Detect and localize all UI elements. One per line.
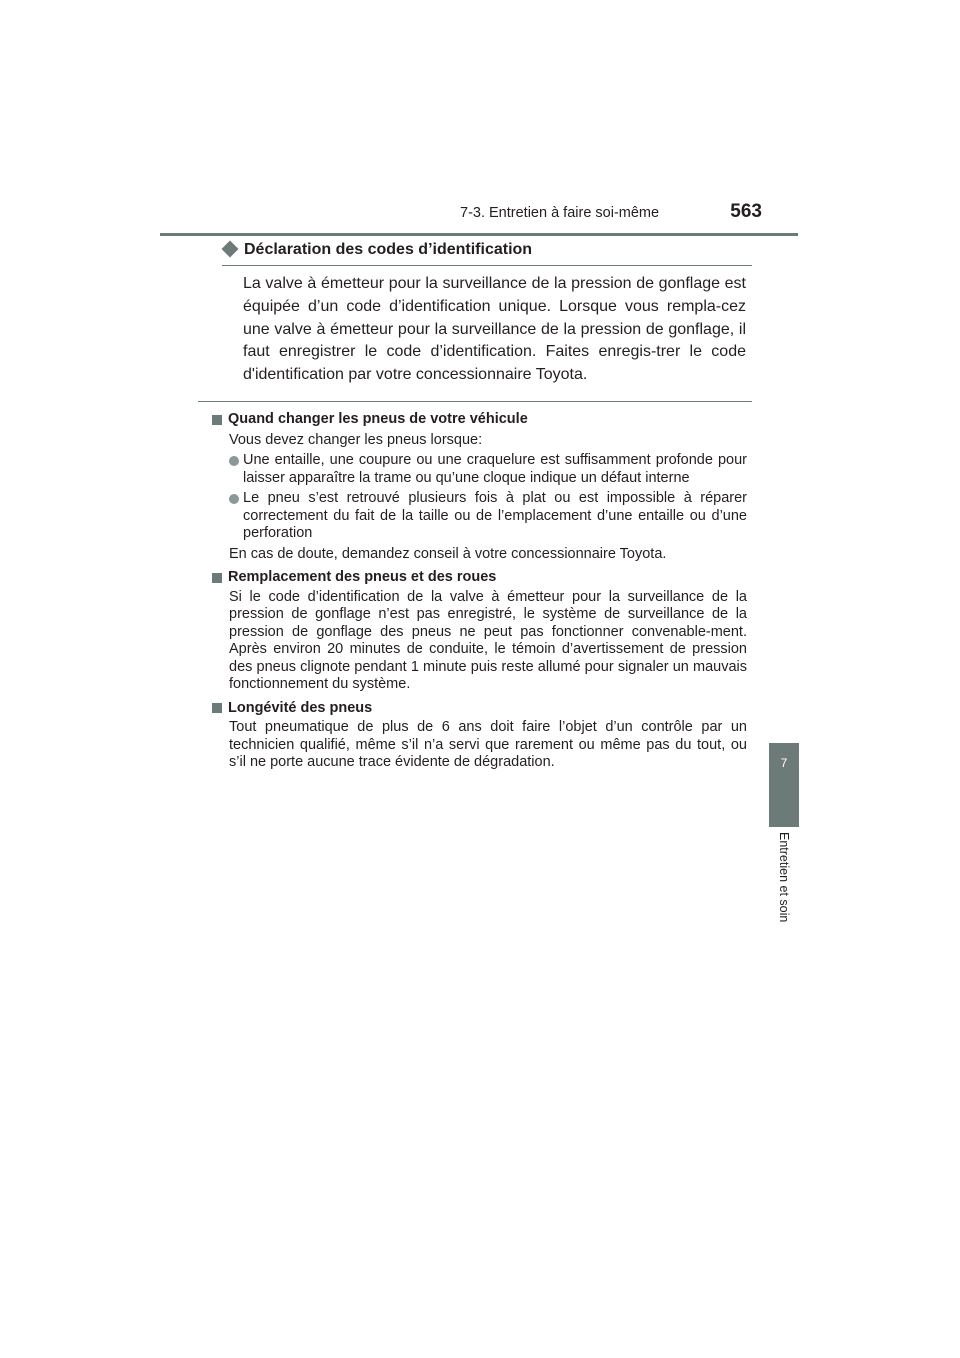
circle-bullet-icon [229, 494, 239, 504]
list-item [229, 490, 747, 543]
chapter-number: 7 [780, 756, 788, 770]
note-tire-longevity [209, 700, 747, 772]
info-box-body: La valve à émetteur pour la surveillance de la pression de gonflage est équipée d’un code d’identification unique. Lorsque vous rempla-cez une valve à émetteur pour la surveillance de la pression de gonflage, il faut enregistrer le code d’identification. Faites enregis-trer le code d'identification par votre concessionnaire Toyota. [243, 275, 746, 384]
note-body: Tout pneumatique de plus de 6 ans doit faire l’objet d’un contrôle par un technicien qualifié, même s’il n’a servi que rarement ou même pas du tout, ou s’il ne porte aucune trace évidente de dégradation. [229, 719, 747, 770]
info-box-heading [222, 241, 752, 259]
square-bullet-icon [212, 415, 222, 425]
info-box-bottom-rule [198, 401, 752, 402]
note-title: Remplacement des pneus et des roues [228, 569, 497, 585]
note-heading [209, 569, 747, 587]
info-box-heading-rule [222, 265, 752, 266]
section-title: 7-3. Entretien à faire soi-même [460, 205, 660, 221]
chapter-tab [769, 743, 799, 827]
page-number: 563 [730, 201, 762, 222]
circle-bullet-icon [229, 456, 239, 466]
list-item [229, 452, 747, 487]
square-bullet-icon [212, 703, 222, 713]
chapter-label: Entretien et soin [777, 832, 791, 923]
note-replacement [209, 569, 747, 694]
note-intro: Vous devez changer les pneus lorsque: [229, 431, 483, 448]
notes-section [209, 411, 747, 778]
header-rule [160, 233, 798, 236]
note-heading [209, 411, 747, 429]
note-body: Si le code d’identification de la valve à émetteur pour la surveillance de la pression de gonflage n’est pas enregistré, le système de surveillance de la pression de gonflage des pneus ne peut pas fonctionner convenable-ment. Après environ 20 minutes de conduite, le témoin d’avertissement de pression des pneus clignote pendant 1 minute puis reste allumé pour signaler un mauvais fonctionnement du système. [229, 588, 747, 692]
list-item-text: Le pneu s’est retrouvé plusieurs fois à plat ou est impossible à réparer correctement du fait de la taille ou de l’emplacement d’une entaille ou d’une perforation [243, 490, 747, 541]
diamond-icon [222, 241, 239, 258]
square-bullet-icon [212, 573, 222, 583]
note-heading [209, 700, 747, 718]
note-outro: En cas de doute, demandez conseil à votre concessionnaire Toyota. [229, 545, 667, 562]
note-when-to-change [209, 411, 747, 563]
note-title: Quand changer les pneus de votre véhicule [228, 411, 528, 427]
list-item-text: Une entaille, une coupure ou une craquelure est suffisamment profonde pour laisser apparaître la trame ou qu’une cloque indique un défaut interne [243, 452, 747, 486]
info-box-title: Déclaration des codes d’identification [244, 241, 533, 258]
chapter-label-container [758, 832, 810, 952]
note-title: Longévité des pneus [228, 699, 373, 716]
